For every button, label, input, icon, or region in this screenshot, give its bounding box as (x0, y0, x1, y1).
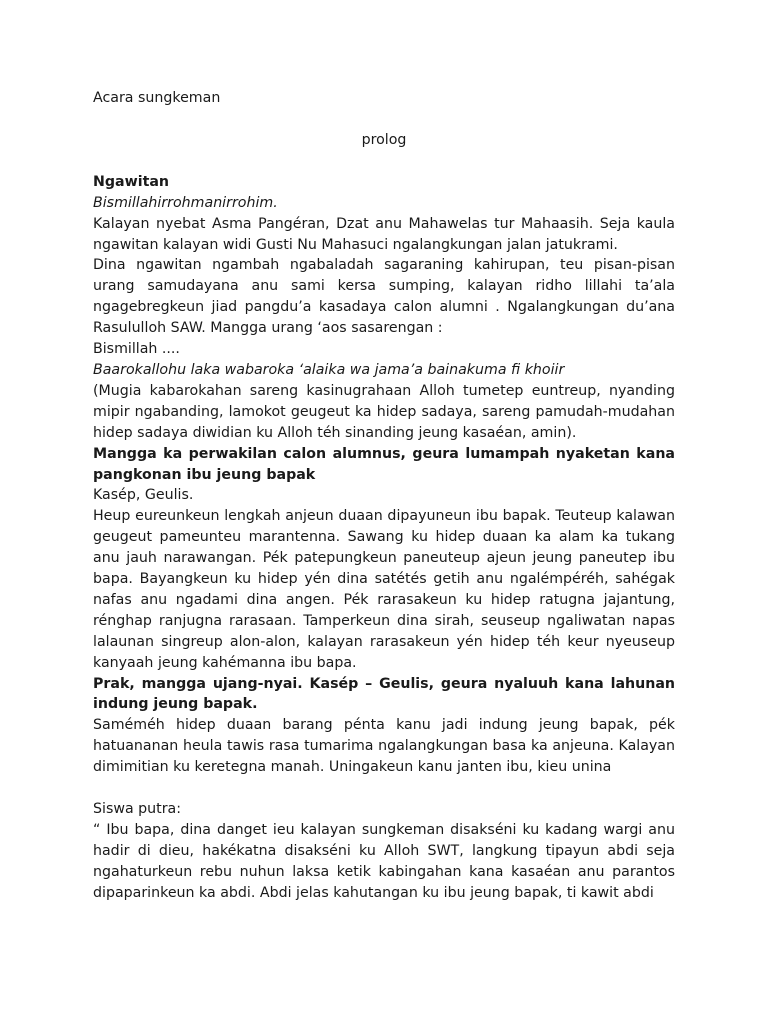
paragraph-4: Heup eureunkeun lengkah anjeun duaan dipayuneun ibu bapak. Teuteup kalawan geugeut pameunteu marantenna. Sawang ku hidep duaan ka alam ka tukang anu jauh narawangan. Pék patepungkeun paneuteup ajeun jeung paneutep ibu bapa. Bayangkeun ku hidep yén dina satétés getih anu ngalémpéréh, sahégak nafas anu ngadami dina angen. Pék rarasakeun ku hidep ratugna jajantung, rénghap ranjugna rarasaan. Tamperkeun dina sirah, seuseup ngaliwatan napas lalaunan singreup alon-alon, kalayan rarasakeun yén hidep téh keur nyeuseup kanyaah jeung kahémanna ibu bapa. (93, 508, 675, 671)
paragraph-2: Dina ngawitan ngambah ngabaladah sagaraning kahirupan, teu pisan-pisan urang samudayana anu sami kersa sumping, kalayan ridho lillahi ta’ala ngagebregkeun jiad pangdu’a kasadaya calon alumni . Ngalangkungan du’ana Rasululloh SAW. Mangga urang ‘aos sasarengan : (93, 257, 675, 337)
document-page (93, 88, 675, 904)
section-heading: Ngawitan (93, 173, 170, 190)
document-title: Acara sungkeman (93, 90, 221, 106)
basmalah-line: Bismillahirrohmanirrohim. (93, 194, 278, 211)
paragraph-6: “ Ibu bapa, dina danget ieu kalayan sungkeman disakséni ku kadang wargi anu hadir di dieu, hakékatna disakséni ku Alloh SWT, langkung tipayun abdi seja ngahaturkeun rebu nuhun laksa ketik kabingahan kana kasaéan anu parantos dipaparinkeun ka abdi. Abdi jelas kahutangan ku ibu jeung bapak, ti kawit abdi (93, 822, 675, 901)
paragraph-5: Saméméh hidep duaan barang pénta kanu jadi indung jeung bapak, pék hatuananan heula tawis rasa tumarima ngalangkungan basa ka anjeuna. Kalayan dimimitian ku keretegna manah. Uningakeun kanu janten ibu, kieu unina (93, 717, 675, 776)
spacer (93, 778, 675, 799)
instruction-2: Prak, mangga ujang-nyai. Kasép – Geulis, geura nyaluuh kana lahunan indung jeung bapak. (93, 675, 675, 713)
document-subtitle: prolog (361, 131, 407, 148)
bismillah-line: Bismillah .... (93, 341, 180, 358)
greeting-line: Kasép, Geulis. (93, 487, 194, 504)
speaker-label: Siswa putra: (93, 801, 182, 818)
doa-line: Baarokallohu laka wabaroka ‘alaika wa jama’a bainakuma fi khoiir (93, 361, 565, 378)
spacer (93, 151, 675, 172)
paragraph-1: Kalayan nyebat Asma Pangéran, Dzat anu Mahawelas tur Mahaasih. Seja kaula ngawitan kalayan widi Gusti Nu Mahasuci ngalangkungan jalan jatukrami. (93, 215, 675, 253)
instruction-1: Mangga ka perwakilan calon alumnus, geura lumampah nyaketan kana pangkonan ibu jeung bapak (93, 445, 675, 483)
paragraph-3: (Mugia kabarokahan sareng kasinugrahaan Alloh tumetep euntreup, nyanding mipir ngabanding, lamokot geugeut ka hidep sadaya, sareng pamudah-mudahan hidep sadaya diwidian ku Alloh téh sinanding jeung kasaéan, amin). (93, 382, 675, 441)
